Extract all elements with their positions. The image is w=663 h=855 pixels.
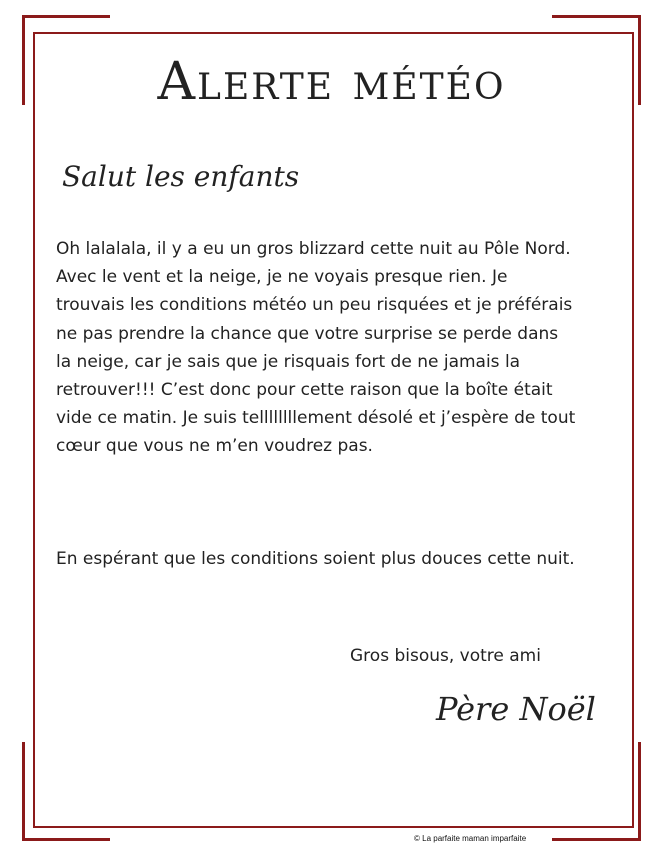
frame-border-top <box>33 32 634 34</box>
letter-paragraph-1: Oh lalalala, il y a eu un gros blizzard cette nuit au Pôle Nord. Avec le vent et la neige, je ne voyais presque rien. Je trouvais les conditions météo un peu risquées et je préférais ne pas prendre la chance que votre surprise se perde dans la neige, car je sais que je risquais fort de ne jamais la retrouver!!! C’est donc pour cette raison que la boîte était vide ce matin. Je suis tellllllllement désolé et j’espère de tout cœur que vous ne m’en voudrez pas. <box>56 239 576 457</box>
corner-bottom-left-vertical <box>22 742 25 841</box>
corner-top-left-horizontal <box>22 15 110 18</box>
corner-top-right-horizontal <box>552 15 641 18</box>
greeting: Salut les enfants <box>62 160 300 193</box>
corner-bottom-right-vertical <box>638 742 641 841</box>
frame-border-left <box>33 32 35 828</box>
signature: Père Noël <box>436 690 596 728</box>
corner-bottom-right-horizontal <box>552 838 641 841</box>
letter-paragraph-2: En espérant que les conditions soient plus douces cette nuit. <box>56 549 575 569</box>
corner-bottom-left-horizontal <box>22 838 110 841</box>
frame-border-bottom <box>33 826 634 828</box>
copyright-footer: © La parfaite maman imparfaite <box>414 834 527 843</box>
frame-border-right <box>632 32 634 828</box>
closing-line: Gros bisous, votre ami <box>350 646 541 666</box>
page-title: Alerte météo <box>157 52 506 112</box>
